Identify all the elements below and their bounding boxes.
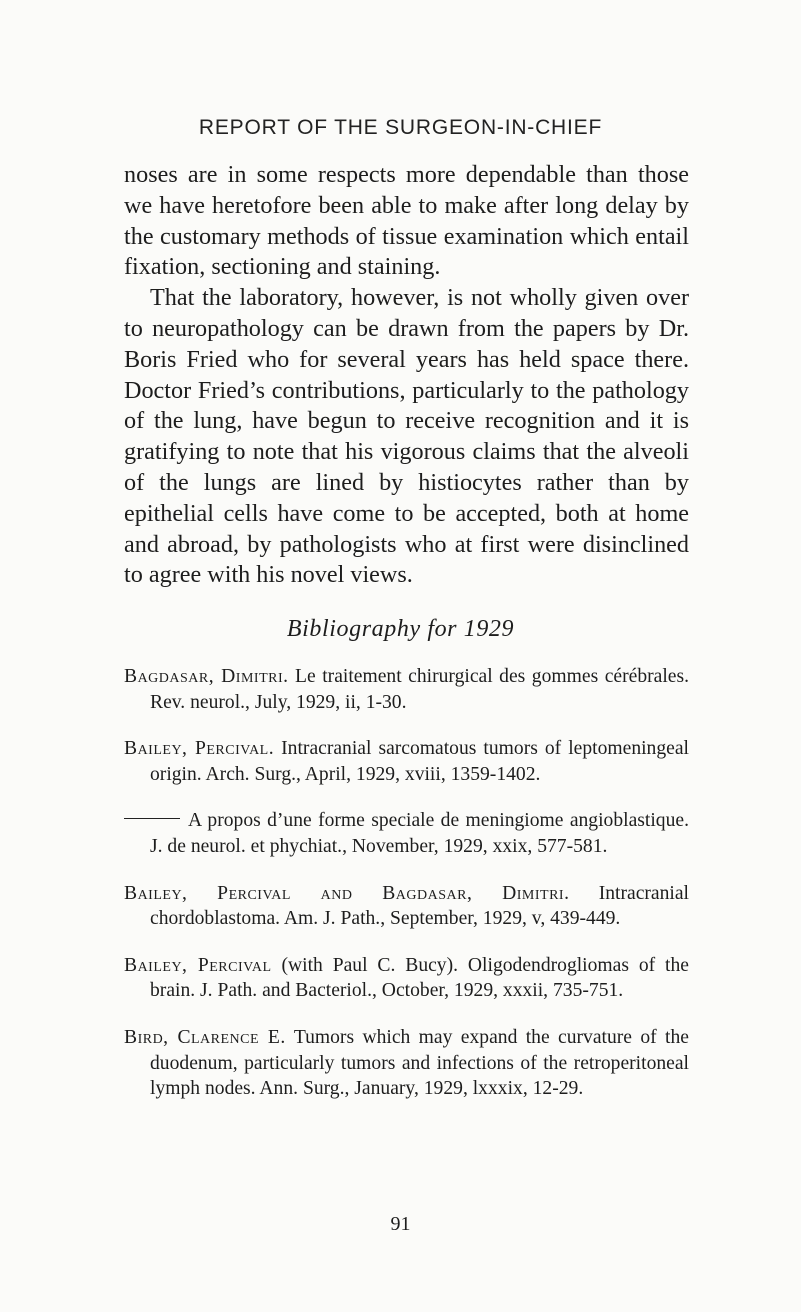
entry-author: Bailey, Percival bbox=[124, 954, 272, 976]
running-head: REPORT OF THE SURGEON-IN-CHIEF bbox=[198, 116, 603, 139]
entry-citation: Intracranial chordoblastoma. Am. J. Path., September, 1929, v, 439-449. bbox=[150, 882, 689, 930]
entry-author: Bailey, Percival. bbox=[124, 738, 275, 760]
entry-author: Bailey, Percival and Bagdasar, Dimitri. bbox=[124, 882, 570, 904]
entry-citation: Le traitement chirurgical des gommes cérébrales. Rev. neurol., July, 1929, ii, 1-30. bbox=[150, 666, 689, 713]
entry-citation: Intracranial sarcomatous tumors of leptomeningeal origin. Arch. Surg., April, 1929, xviii, 1359-1402. bbox=[150, 738, 689, 785]
entry-author: Bird, Clarence E. bbox=[124, 1026, 286, 1048]
body-text bbox=[124, 160, 689, 591]
entry-citation: A propos d’une forme speciale de meningiome angioblastique. J. de neurol. et phychiat., November, 1929, xxix, 577-581. bbox=[150, 810, 689, 857]
bibliography-entry bbox=[124, 953, 689, 1004]
bibliography-entry bbox=[124, 881, 689, 932]
entry-author: Bagdasar, Dimitri. bbox=[124, 666, 289, 687]
page-number: 91 bbox=[390, 1213, 411, 1235]
ditto-dash bbox=[124, 818, 180, 819]
entry-citation: (with Paul C. Bucy). Oligodendrogliomas of the brain. J. Path. and Bacteriol., October, 1929, xxxii, 735-751. bbox=[150, 954, 689, 1002]
bibliography-heading: Bibliography for 1929 bbox=[286, 616, 515, 642]
bibliography-entry bbox=[124, 1025, 689, 1102]
body-paragraph: noses are in some respects more dependable than those we have heretofore been able to make after long delay by the customary methods of tissue examination which entail fixation, sectioning and staining. bbox=[124, 161, 689, 281]
entry-citation: Tumors which may expand the curvature of the duodenum, particularly tumors and infections of the retroperitoneal lymph nodes. Ann. Surg., January, 1929, lxxxix, 12-29. bbox=[150, 1026, 689, 1100]
bibliography-entry bbox=[124, 736, 689, 787]
bibliography-entry bbox=[124, 808, 689, 859]
bibliography-list bbox=[124, 664, 689, 1123]
body-paragraph: That the laboratory, however, is not wholly given over to neuropathology can be drawn from the papers by Dr. Boris Fried who for several years has held space there. Doctor Fried’s contributions, particularly to the pathology of the lung, have begun to receive recognition and it is gratifying to note that his vigorous claims that the alveoli of the lungs are lined by histiocytes rather than by epithelial cells have come to be accepted, both at home and abroad, by pathologists who at first were disinclined to agree with his novel views. bbox=[124, 284, 689, 589]
bibliography-entry bbox=[124, 664, 689, 715]
